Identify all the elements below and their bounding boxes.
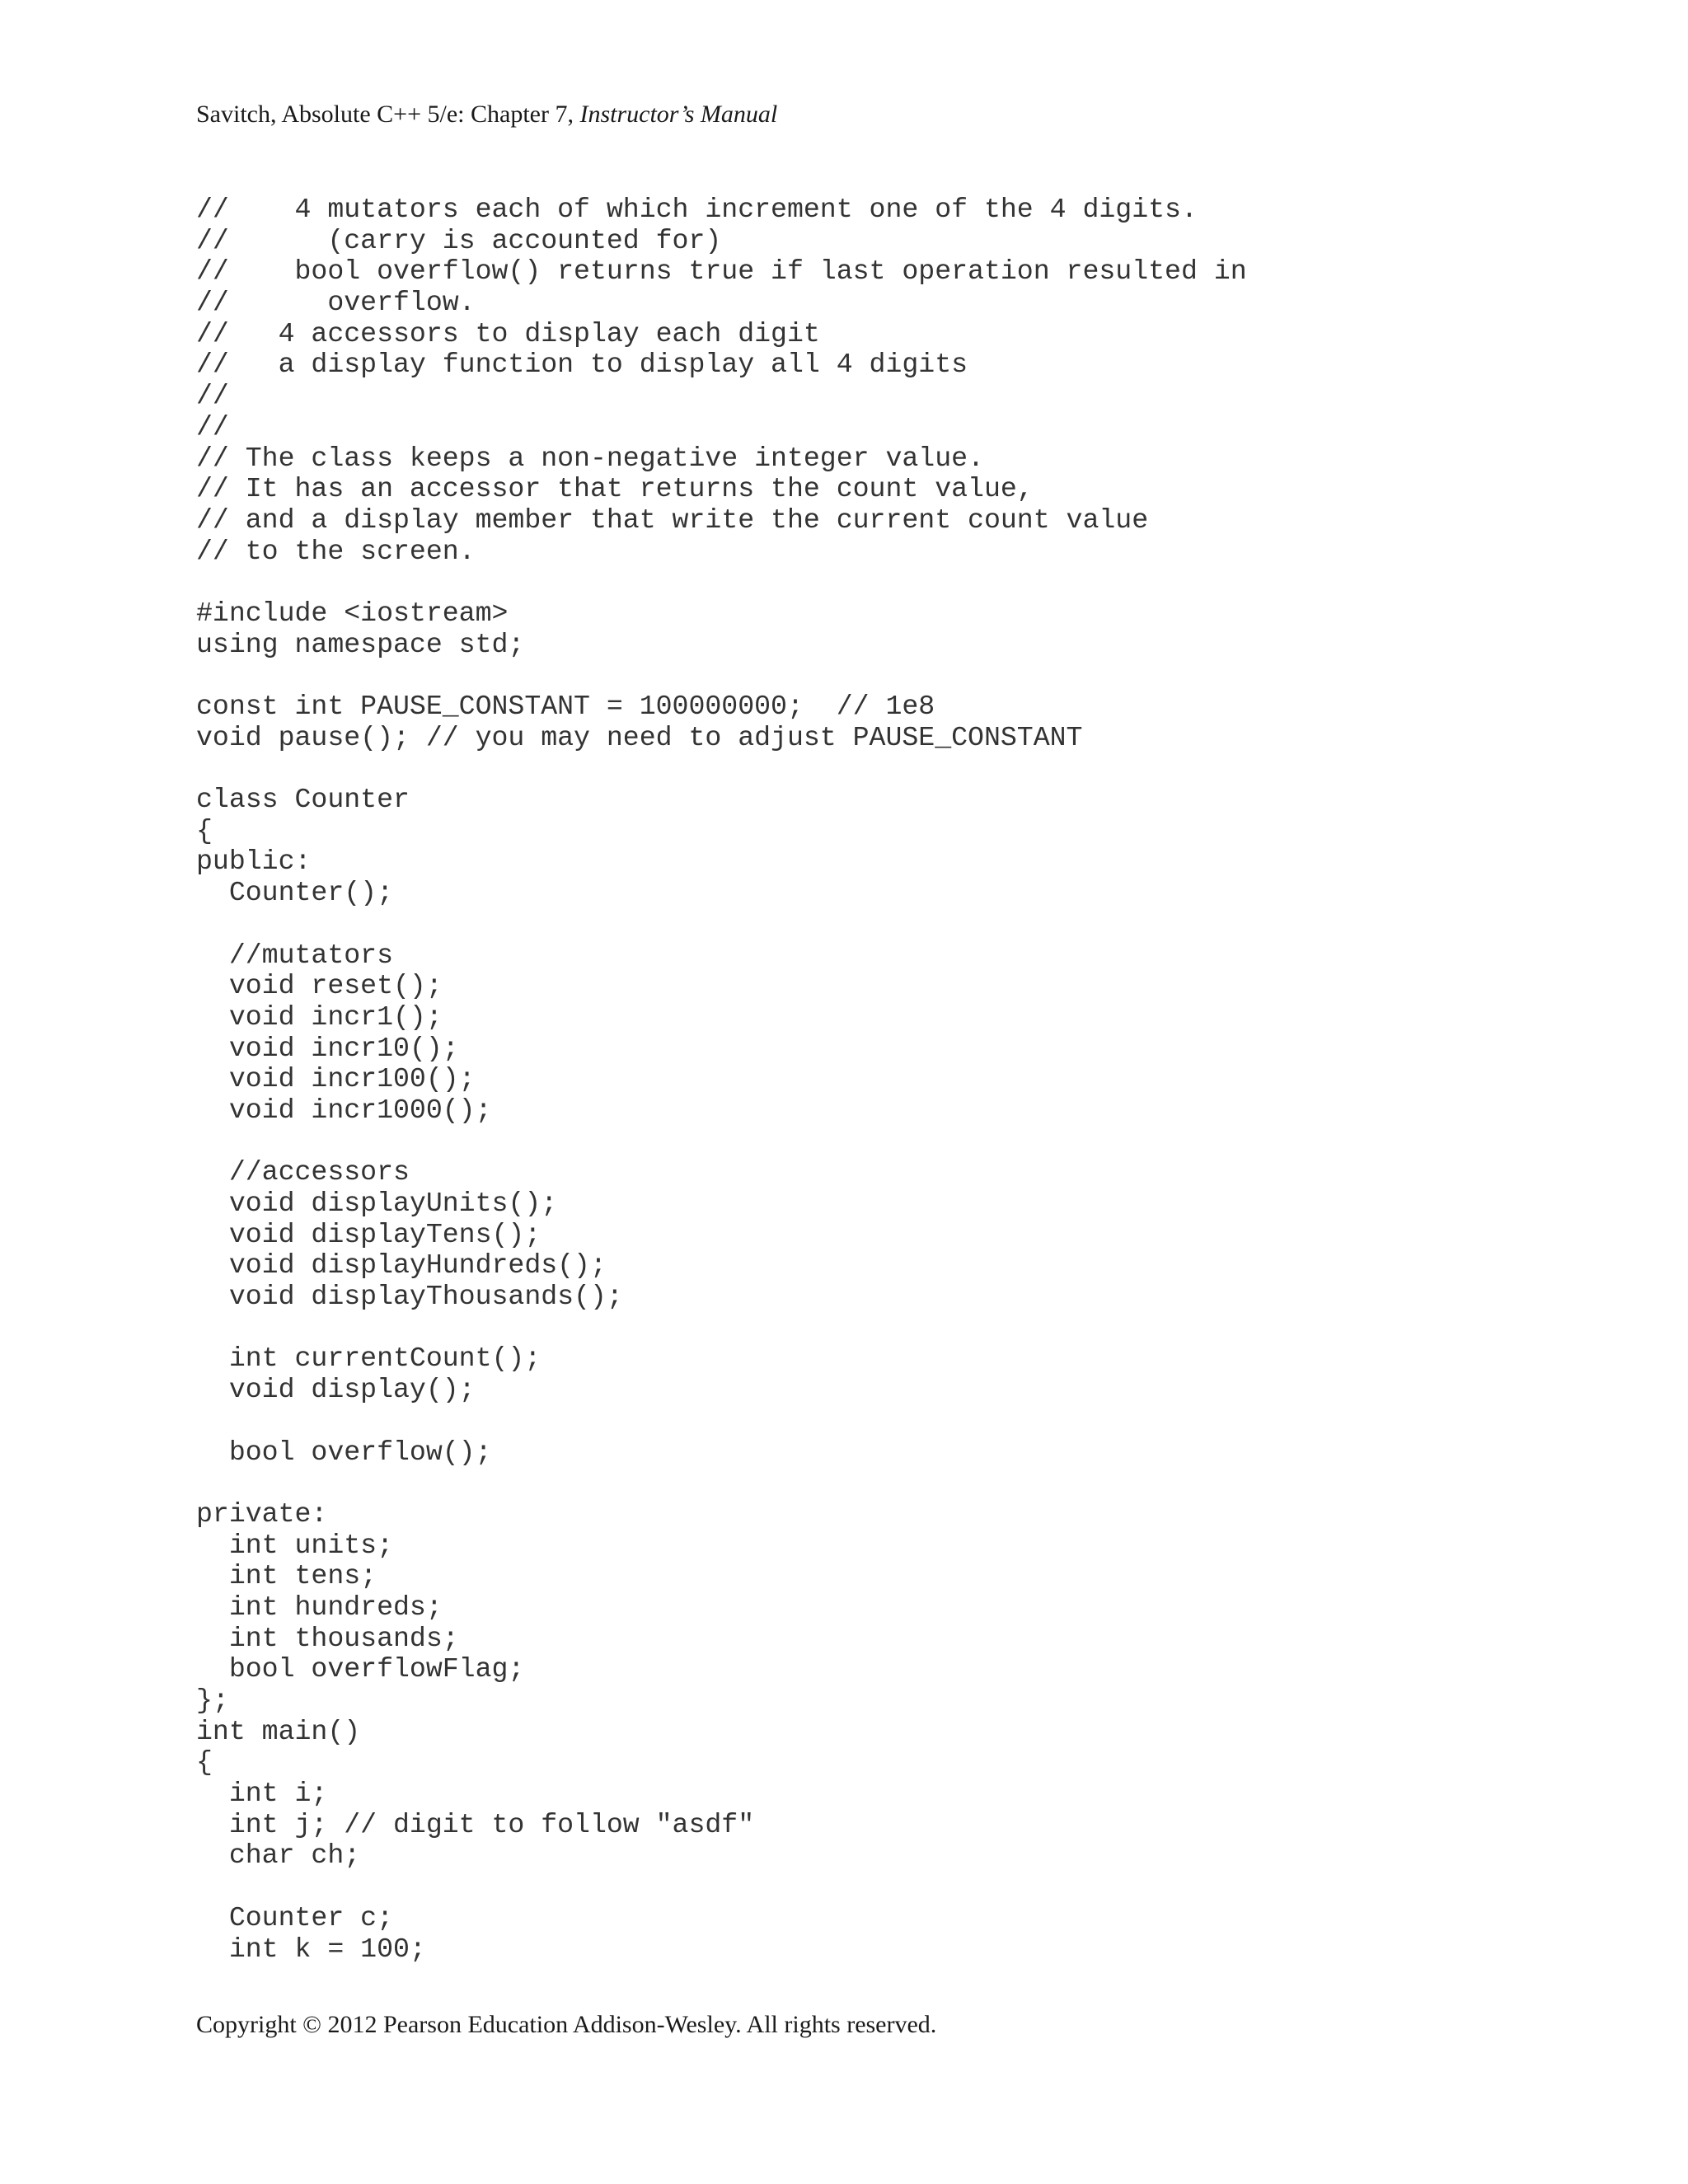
code-line: char ch; [196, 1840, 361, 1872]
code-line [196, 909, 1247, 940]
code-line: class Counter [196, 784, 410, 816]
code-line: int i; [196, 1778, 328, 1810]
code-line: void displayThousands(); [196, 1281, 623, 1313]
code-line: // to the screen. [196, 535, 476, 567]
code-line [196, 1872, 1247, 1903]
code-line: void displayUnits(); [196, 1188, 558, 1219]
code-line: // and a display member that write the current count value [196, 504, 1149, 536]
code-line: // 4 mutators each of which increment one of the 4 digits. [196, 194, 1198, 225]
code-line [196, 1127, 1247, 1158]
header-italic-title: Instructor’s Manual [579, 101, 778, 128]
code-line: int units; [196, 1529, 393, 1561]
code-line: // [196, 380, 229, 412]
code-line: void incr1000(); [196, 1094, 492, 1126]
code-line: // 4 accessors to display each digit [196, 317, 820, 349]
code-line [196, 567, 1247, 598]
code-line: using namespace std; [196, 628, 525, 660]
code-line: // It has an accessor that returns the count value, [196, 473, 1034, 505]
code-line: void incr10(); [196, 1032, 459, 1064]
code-line: // (carry is accounted for) [196, 224, 722, 256]
code-line: void display(); [196, 1374, 476, 1406]
code-line [196, 1313, 1247, 1344]
code-line: public: [196, 846, 312, 878]
code-line: Counter(); [196, 877, 393, 909]
code-line: void incr100(); [196, 1063, 476, 1095]
page-header [196, 92, 777, 137]
code-line: bool overflow(); [196, 1436, 492, 1468]
code-line: int hundreds; [196, 1591, 443, 1623]
code-line: private: [196, 1497, 328, 1530]
code-line: void incr1(); [196, 1001, 443, 1033]
code-line: void displayTens(); [196, 1218, 542, 1250]
code-line: int k = 100; [196, 1933, 426, 1965]
header-text: Savitch, Absolute C++ 5/e: Chapter 7, [196, 101, 580, 128]
code-line [196, 753, 1247, 785]
code-line: #include <iostream> [196, 597, 509, 629]
code-line: }; [196, 1685, 229, 1716]
code-line: // a display function to display all 4 digits [196, 349, 968, 381]
code-line: // The class keeps a non-negative integer value. [196, 442, 984, 474]
code-line: const int PAUSE_CONSTANT = 100000000; // 1e8 [196, 691, 935, 722]
code-line: int j; // digit to follow "asdf" [196, 1808, 755, 1840]
code-line [196, 660, 1247, 691]
code-line [196, 1406, 1247, 1437]
code-line: // [196, 410, 229, 443]
code-line: Counter c; [196, 1901, 393, 1933]
code-line: int currentCount(); [196, 1343, 542, 1375]
code-line: void pause(); // you may need to adjust PAUSE_CONSTANT [196, 721, 1083, 753]
code-line: bool overflowFlag; [196, 1653, 525, 1685]
code-line: int thousands; [196, 1622, 459, 1654]
code-listing [196, 194, 1247, 1965]
code-line: // bool overflow() returns true if last operation resulted in [196, 255, 1247, 288]
code-line [196, 1468, 1247, 1499]
code-line: //mutators [196, 939, 393, 971]
code-line: void reset(); [196, 970, 443, 1002]
code-line: { [196, 814, 213, 846]
code-line: void displayHundreds(); [196, 1249, 607, 1282]
copyright-footer: Copyright © 2012 Pearson Education Addison-Wesley. All rights reserved. [196, 2011, 937, 2038]
code-line: //accessors [196, 1156, 410, 1188]
code-line: { [196, 1746, 213, 1779]
code-line: int main() [196, 1715, 361, 1747]
code-line: int tens; [196, 1560, 377, 1592]
code-line: // overflow. [196, 287, 476, 319]
